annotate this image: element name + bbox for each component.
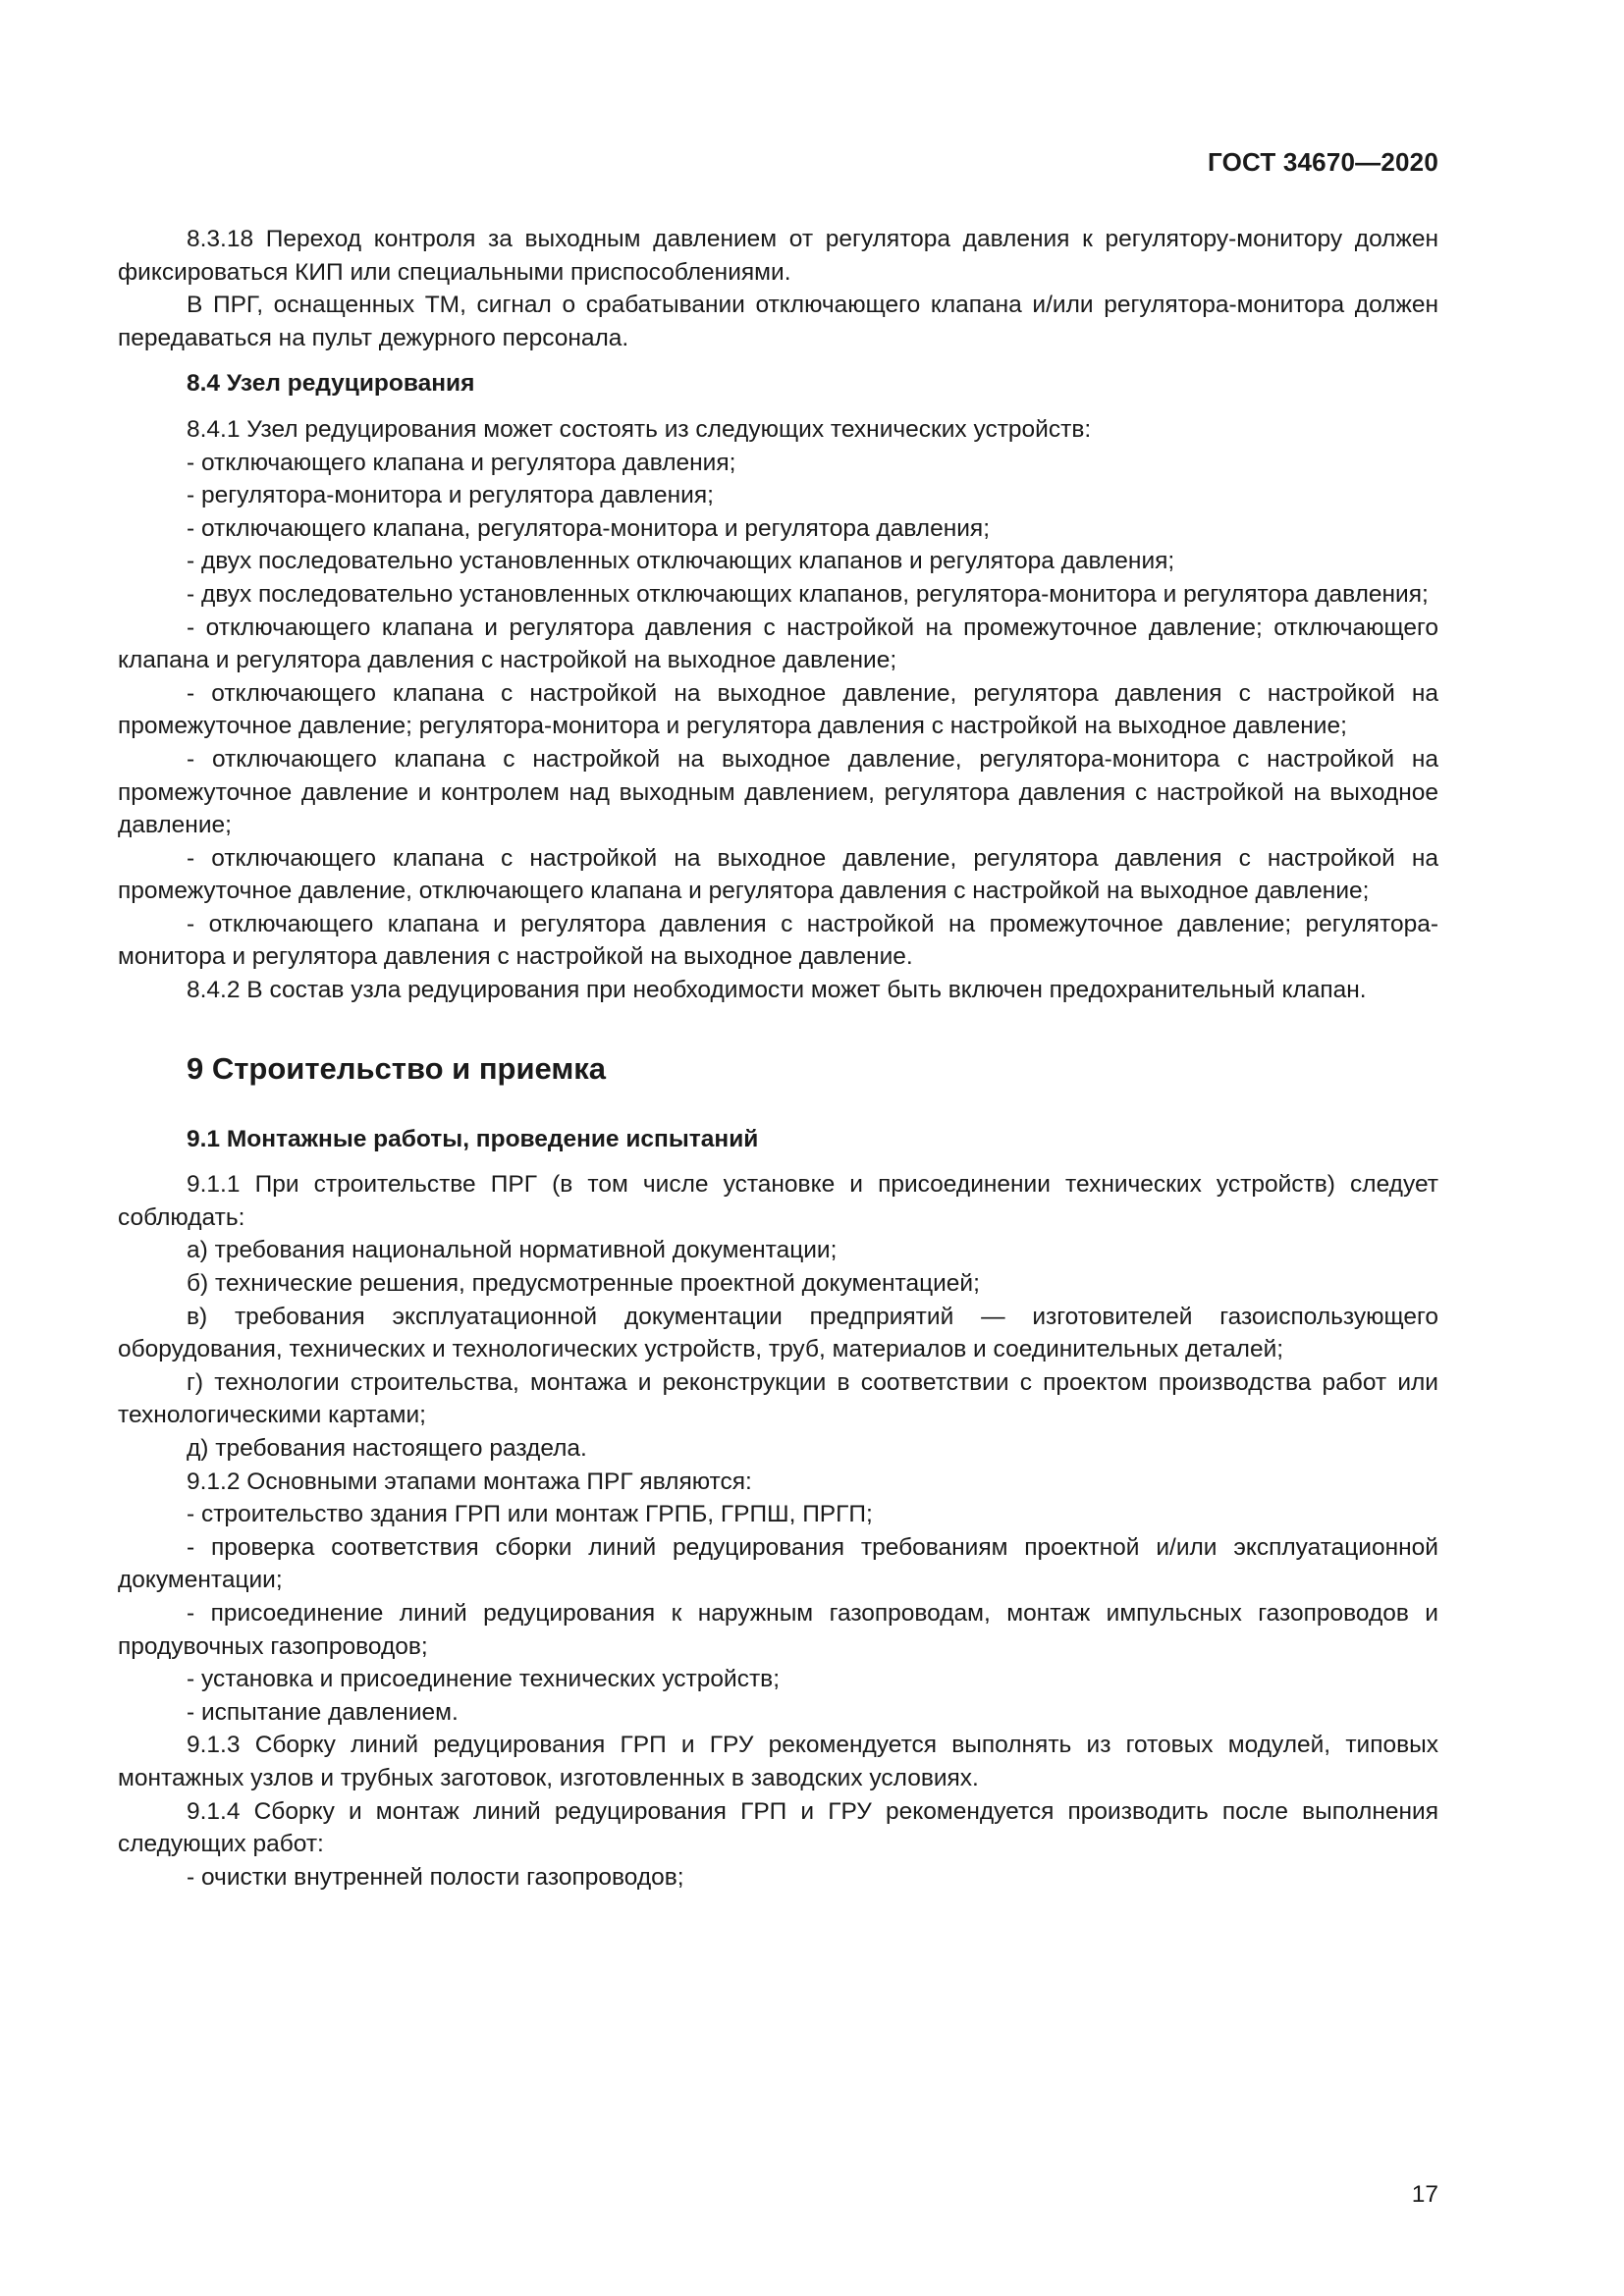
paragraph: - двух последовательно установленных отключающих клапанов, регулятора-монитора и регулятора давления; bbox=[187, 580, 1429, 608]
paragraph: 8.4.2 В состав узла редуцирования при необходимости может быть включен предохранительный клапан. bbox=[187, 977, 1367, 1004]
paragraph: - очистки внутренней полости газопроводов; bbox=[187, 1863, 684, 1891]
document-body bbox=[118, 223, 1438, 1894]
paragraph: 9.1.3 Сборку линий редуцирования ГРП и ГРУ рекомендуется выполнять из готовых модулей, типовых монтажных узлов и трубных заготовок, изготовленных в заводских условиях. bbox=[118, 1732, 1438, 1791]
page-number: 17 bbox=[1411, 2181, 1438, 2208]
paragraph: - присоединение линий редуцирования к наружным газопроводам, монтаж импульсных газопроводов и продувочных газопроводов; bbox=[118, 1599, 1438, 1660]
paragraph: В ПРГ, оснащенных ТМ, сигнал о срабатывании отключающего клапана и/или регулятора-монитора должен передаваться на пульт дежурного персонала. bbox=[118, 292, 1438, 351]
document-page bbox=[118, 0, 1438, 2296]
paragraph: - отключающего клапана с настройкой на выходное давление, регулятора давления с настройкой на промежуточное давление; регулятора-монитора и регулятора давления с настройкой на выходное давление; bbox=[118, 679, 1438, 740]
paragraph: - строительство здания ГРП или монтаж ГРПБ, ГРПШ, ПРГП; bbox=[187, 1501, 873, 1528]
paragraph: 8.4.1 Узел редуцирования может состоять из следующих технических устройств: bbox=[187, 415, 1092, 443]
paragraph: а) требования национальной нормативной документации; bbox=[187, 1237, 838, 1264]
paragraph: 9.1.2 Основными этапами монтажа ПРГ являются: bbox=[187, 1468, 752, 1495]
paragraph: - установка и присоединение технических устройств; bbox=[187, 1666, 780, 1693]
section-heading: 9 Строительство и приемка bbox=[187, 1050, 607, 1086]
paragraph: - отключающего клапана с настройкой на выходное давление, регулятора давления с настройкой на промежуточное давление, отключающего клапана и регулятора давления с настройкой на выходное давление; bbox=[118, 844, 1438, 905]
paragraph: г) технологии строительства, монтажа и реконструкции в соответствии с проектом производства работ или технологическими картами; bbox=[118, 1368, 1438, 1429]
paragraph: - испытание давлением. bbox=[187, 1698, 459, 1726]
paragraph: 9.1.1 При строительстве ПРГ (в том числе установке и присоединении технических устройств) следует соблюдать: bbox=[118, 1171, 1438, 1231]
subsection-heading: 8.4 Узел редуцирования bbox=[187, 370, 475, 398]
paragraph: - отключающего клапана и регулятора давления с настройкой на промежуточное давление; регулятора-монитора и регулятора давления с настройкой на выходное давление. bbox=[118, 910, 1438, 971]
paragraph: - двух последовательно установленных отключающих клапанов и регулятора давления; bbox=[187, 548, 1175, 575]
paragraph: - отключающего клапана и регулятора давления с настройкой на промежуточное давление; отключающего клапана и регулятора давления с настройкой на выходное давление; bbox=[118, 614, 1438, 674]
paragraph: 9.1.4 Сборку и монтаж линий редуцирования ГРП и ГРУ рекомендуется производить после выполнения следующих работ: bbox=[118, 1797, 1438, 1858]
paragraph: б) технические решения, предусмотренные проектной документацией; bbox=[187, 1270, 980, 1298]
paragraph: - отключающего клапана с настройкой на выходное давление, регулятора-монитора с настройкой на промежуточное давление и контролем над выходным давлением, регулятора давления с настройкой на выходное давление; bbox=[118, 745, 1438, 839]
paragraph: - регулятора-монитора и регулятора давления; bbox=[187, 482, 714, 509]
document-header: ГОСТ 34670—2020 bbox=[1208, 147, 1438, 177]
paragraph: в) требования эксплуатационной документации предприятий — изготовителей газоиспользующего оборудования, технических и технологических устройств, труб, материалов и соединительных деталей; bbox=[118, 1303, 1438, 1363]
paragraph: - отключающего клапана, регулятора-монитора и регулятора давления; bbox=[187, 514, 991, 542]
paragraph: д) требования настоящего раздела. bbox=[187, 1435, 587, 1462]
subsection-heading: 9.1 Монтажные работы, проведение испытаний bbox=[187, 1125, 759, 1152]
paragraph: - отключающего клапана и регулятора давления; bbox=[187, 449, 736, 476]
paragraph: 8.3.18 Переход контроля за выходным давлением от регулятора давления к регулятору-монитору должен фиксироваться КИП или специальными приспособлениями. bbox=[118, 226, 1438, 286]
paragraph: - проверка соответствия сборки линий редуцирования требованиям проектной и/или эксплуатационной документации; bbox=[118, 1533, 1438, 1594]
